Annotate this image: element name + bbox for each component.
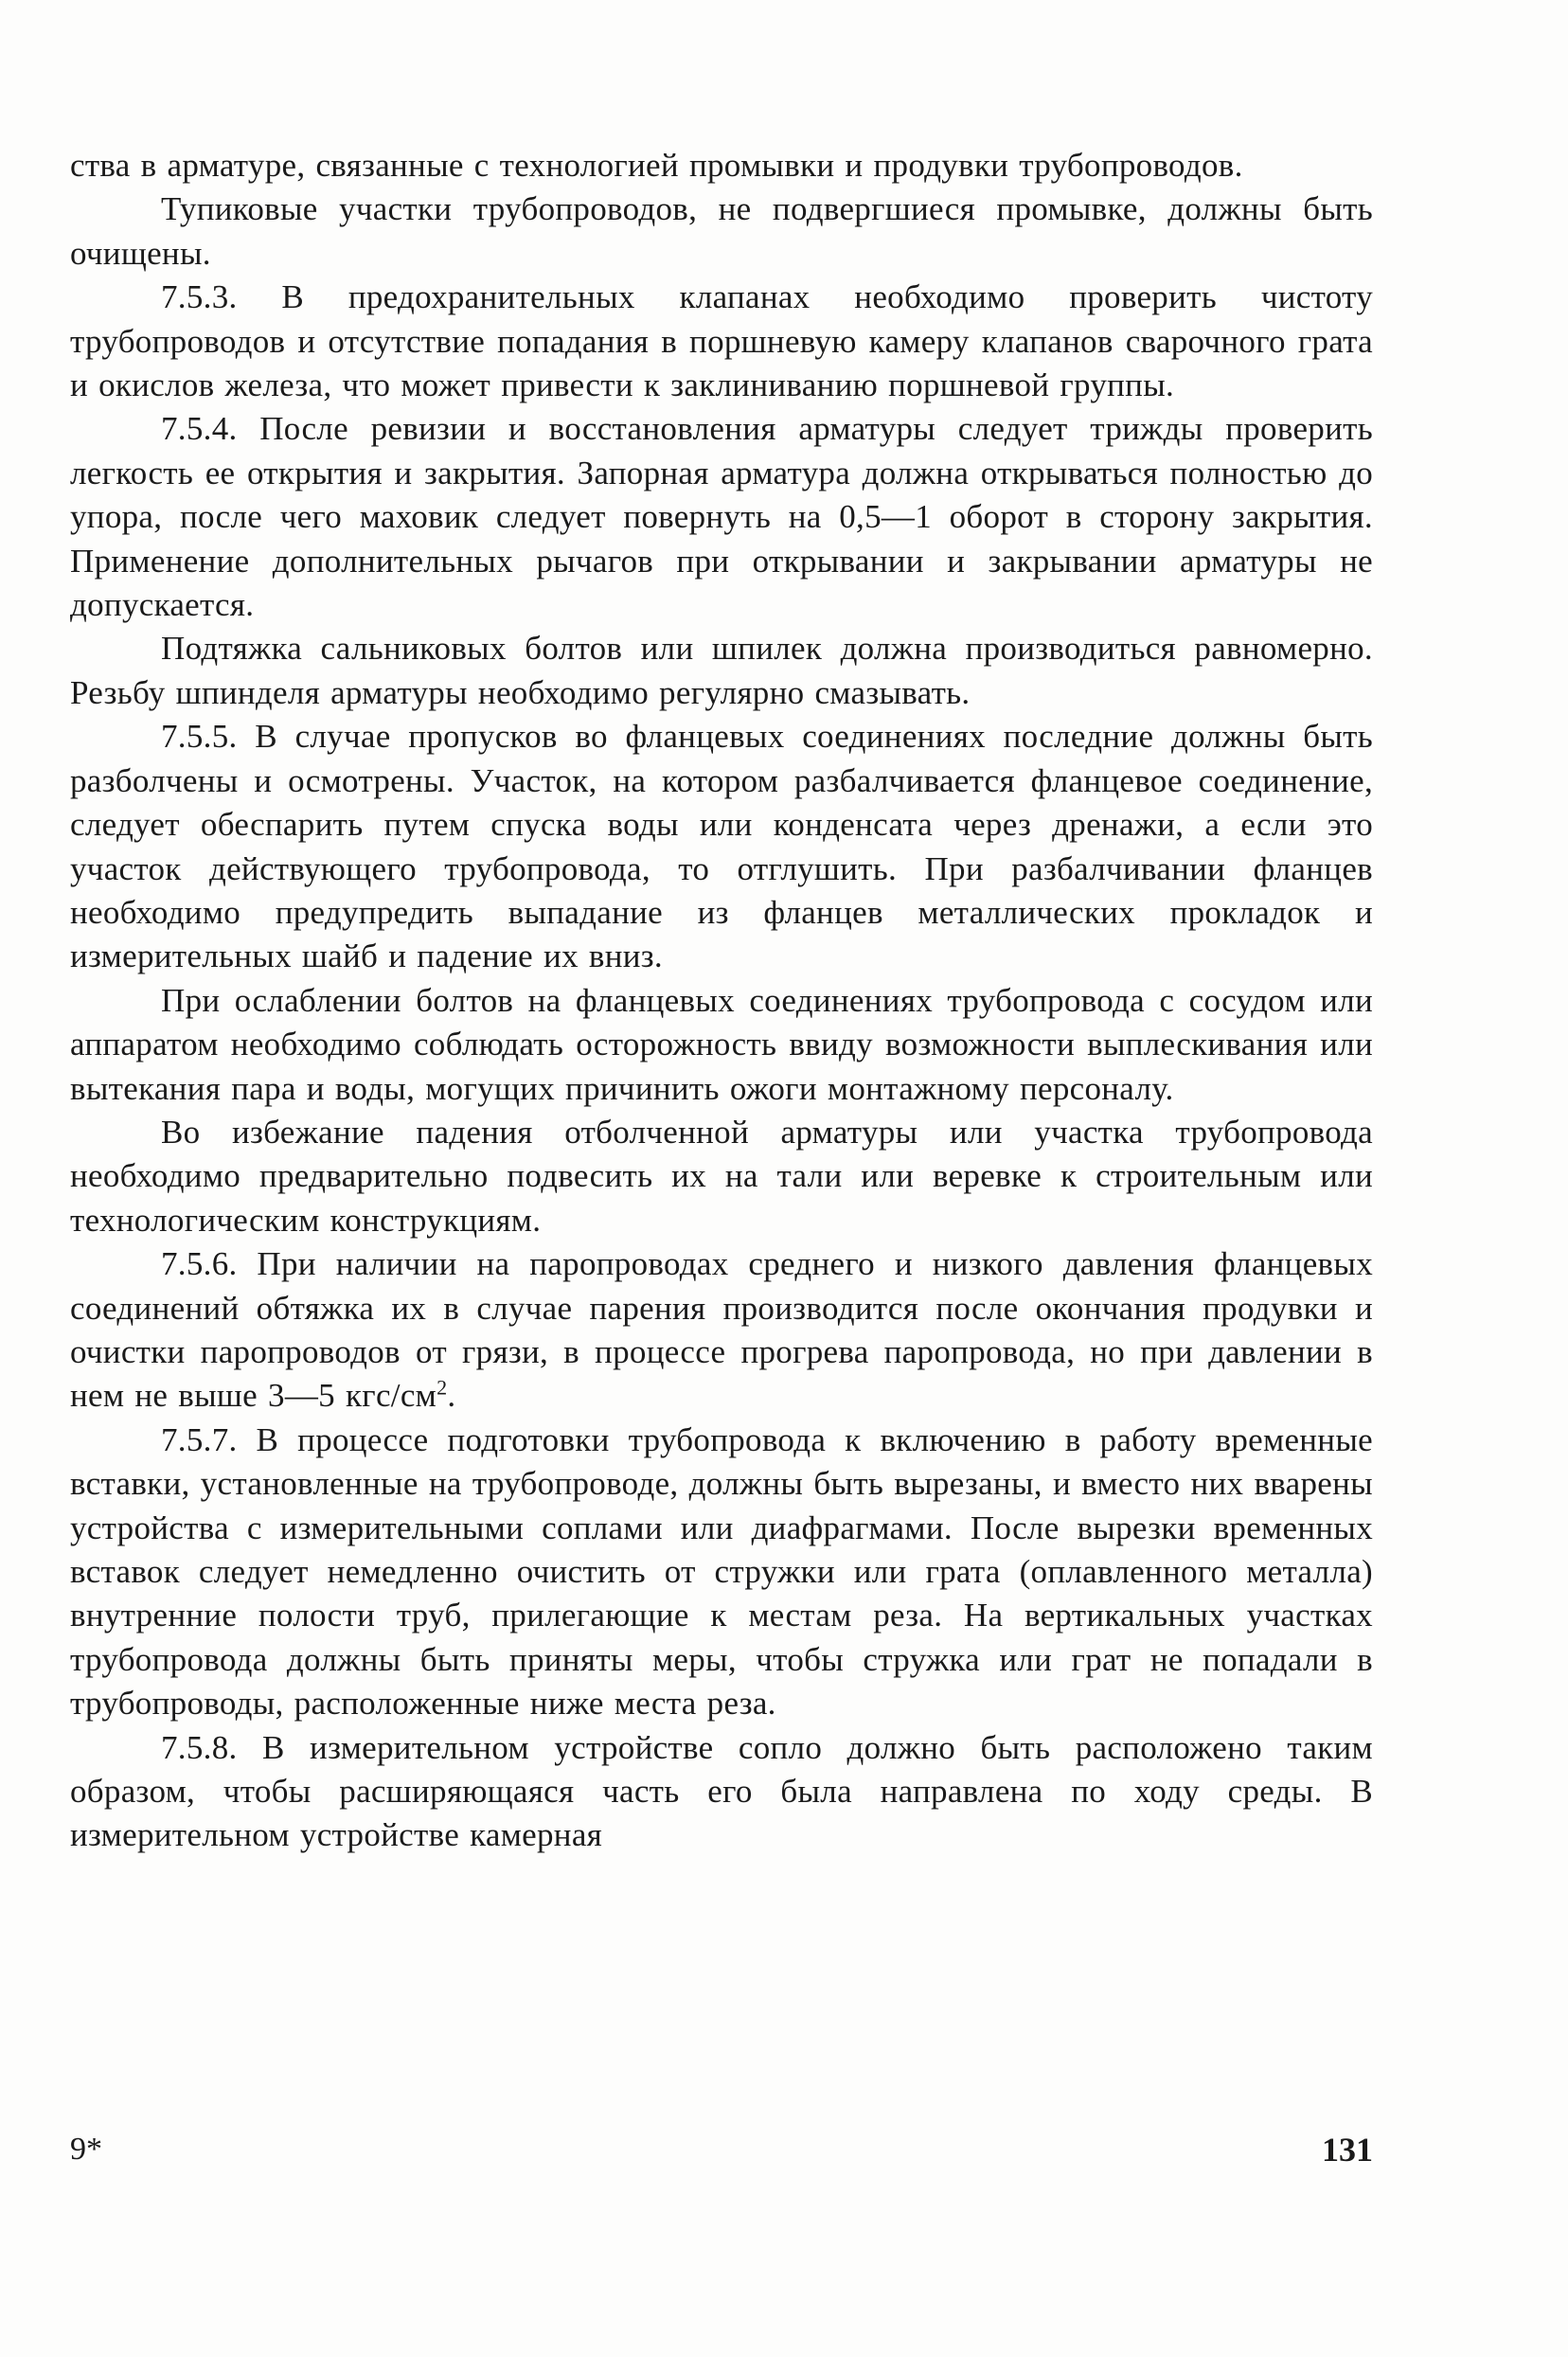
paragraph-7-5-3: 7.5.3. В предохранительных клапанах необходимо проверить чистоту трубопроводов и отсутствие попадания в поршневую камеру клапанов сварочного грата и окислов железа, что может привести к заклиниванию поршневой группы. bbox=[70, 278, 1373, 404]
body-text bbox=[70, 144, 1373, 1858]
signature-mark: 9* bbox=[70, 2132, 102, 2167]
page-footer bbox=[70, 2131, 1373, 2178]
paragraph-avoid-falling: Во избежание падения отболченной арматуры или участка трубопровода необходимо предварительно подвесить их на тали или веревке к строительным или технологическим конструкциям. bbox=[70, 1113, 1373, 1239]
paragraph-7-5-6-tail: . bbox=[447, 1377, 456, 1415]
paragraph-7-5-5: 7.5.5. В случае пропусков во фланцевых соединениях последние должны быть разболчены и осмотрены. Участок, на котором разбалчивается фланцевое соединение, следует обеспарить путем спуска воды или конденсата через дренажи, а если это участок действующего трубопровода, то отглушить. При разбалчивании фланцев необходимо предупредить выпадание из фланцев металлических прокладок и измерительных шайб и падение их вниз. bbox=[70, 718, 1373, 975]
page-number: 131 bbox=[1322, 2131, 1373, 2169]
paragraph-7-5-8: 7.5.8. В измерительном устройстве сопло должно быть расположено таким образом, чтобы расширяющаяся часть его была направлена по ходу среды. В измерительном устройстве камерная bbox=[70, 1728, 1373, 1854]
paragraph-loosening-bolts: При ослаблении болтов на фланцевых соединениях трубопровода с сосудом или аппаратом необходимо соблюдать осторожность ввиду возможности выплескивания или вытекания пара и воды, могущих причинить ожоги монтажному персоналу. bbox=[70, 981, 1373, 1107]
paragraph-7-5-7: 7.5.7. В процессе подготовки трубопровода к включению в работу временные вставки, установленные на трубопроводе, должны быть вырезаны, и вместо них вварены устройства с измерительными соплами или диафрагмами. После вырезки временных вставок следует немедленно очистить от стружки или грата (оплавленного металла) внутренние полости труб, прилегающие к местам реза. На вертикальных участках трубопровода должны быть приняты меры, чтобы стружка или грат не попадали в трубопроводы, расположенные ниже места реза. bbox=[70, 1420, 1373, 1723]
superscript-2: 2 bbox=[437, 1375, 448, 1400]
paragraph-gland-bolts: Подтяжка сальниковых болтов или шпилек должна производиться равномерно. Резьбу шпинделя арматуры необходимо регулярно смазывать. bbox=[70, 630, 1373, 711]
paragraph-dead-end-sections: Тупиковые участки трубопроводов, не подвергшиеся промывке, должны быть очищены. bbox=[70, 190, 1373, 272]
paragraph-7-5-6 bbox=[70, 1242, 1373, 1419]
paragraph-7-5-4: 7.5.4. После ревизии и восстановления арматуры следует трижды проверить легкость ее открытия и закрытия. Запорная арматура должна открываться полностью до упора, после чего маховик следует повернуть на 0,5—1 оборот в сторону закрытия. Применение дополнительных рычагов при открывании и закрывании арматуры не допускается. bbox=[70, 410, 1373, 624]
paragraph-continuation: ства в арматуре, связанные с технологией промывки и продувки трубопроводов. bbox=[70, 147, 1243, 184]
paragraph-7-5-6-text: 7.5.6. При наличии на паропроводах среднего и низкого давления фланцевых соединений обтяжка их в случае парения производится после окончания продувки и очистки паропроводов от грязи, в процессе прогрева паропровода, но при давлении в нем не выше 3—5 кгс/см bbox=[70, 1245, 1373, 1415]
